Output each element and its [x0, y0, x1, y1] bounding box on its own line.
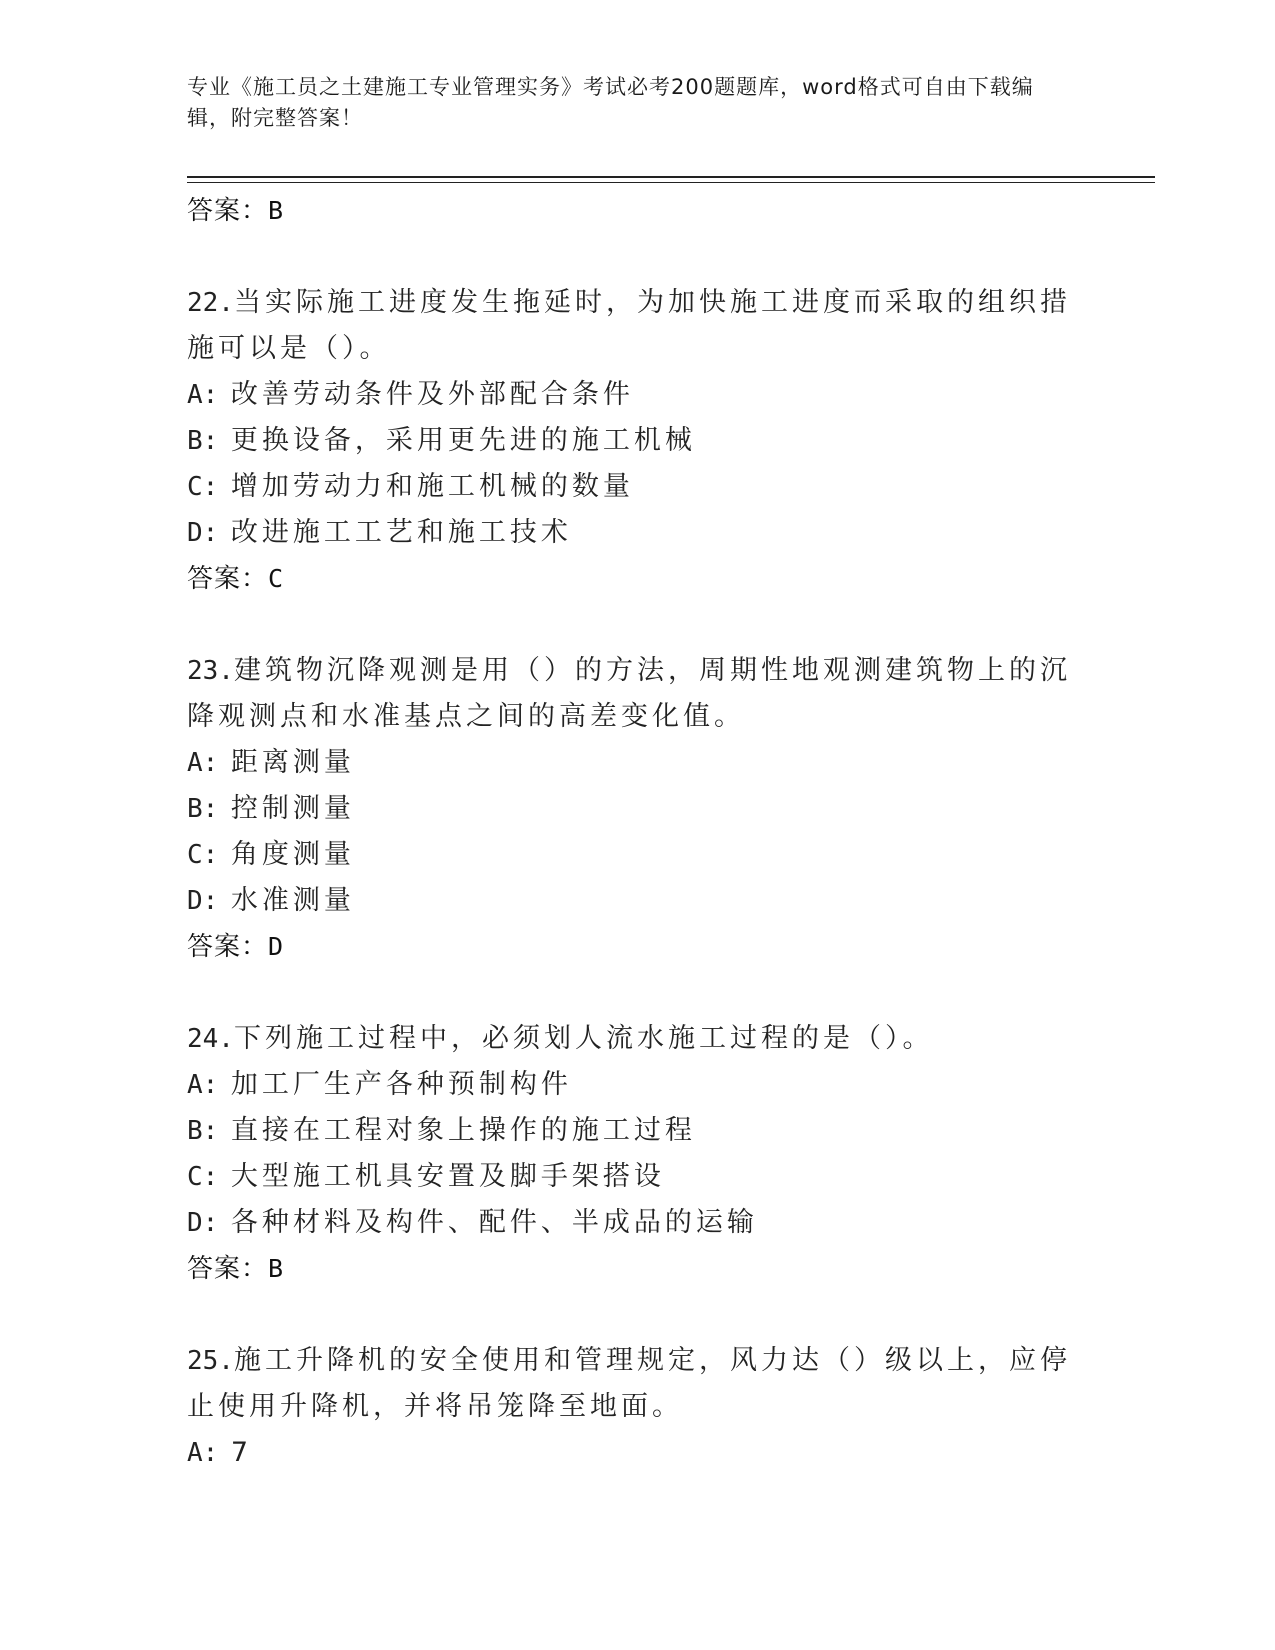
header-divider-thin [187, 182, 1155, 183]
option-a [187, 1062, 1087, 1108]
option-text: 增加劳动力和施工机械的数量 [230, 471, 634, 502]
answer-value: C [268, 564, 285, 593]
document-header: 专业《施工员之土建施工专业管理实务》考试必考200题题库，word格式可自由下载编辑，附完整答案！ [187, 75, 1034, 130]
option-letter: A: [187, 380, 219, 410]
spacer [187, 1292, 1087, 1338]
option-text: 距离测量 [230, 747, 355, 778]
answer-value: D [268, 932, 285, 961]
option-letter: D: [187, 886, 219, 916]
option-text: 改善劳动条件及外部配合条件 [230, 379, 634, 410]
option-text: 7 [230, 1437, 253, 1468]
option-a [187, 740, 1087, 786]
question-number: 23. [187, 656, 234, 686]
question-number: 24. [187, 1024, 234, 1054]
option-letter: A: [187, 748, 219, 778]
option-text: 直接在工程对象上操作的施工过程 [230, 1115, 696, 1146]
question-number: 22. [187, 288, 234, 318]
option-text: 控制测量 [230, 793, 355, 824]
option-text: 改进施工工艺和施工技术 [230, 517, 572, 548]
option-b [187, 786, 1087, 832]
option-c [187, 1154, 1087, 1200]
question-24 [187, 1016, 1087, 1062]
option-text: 角度测量 [230, 839, 355, 870]
question-text: 建筑物沉降观测是用（）的方法，周期性地观测建筑物上的沉降观测点和水准基点之间的高差变化值。 [187, 655, 1071, 732]
option-letter: A: [187, 1438, 219, 1468]
document-body [187, 188, 1087, 1476]
option-b [187, 1108, 1087, 1154]
option-letter: C: [187, 472, 219, 502]
option-text: 更换设备，采用更先进的施工机械 [230, 425, 696, 456]
question-25 [187, 1338, 1087, 1430]
question-text: 当实际施工进度发生拖延时，为加快施工进度而采取的组织措施可以是（）。 [187, 287, 1071, 364]
answer-value: B [268, 1254, 285, 1283]
header-divider-thick [187, 176, 1155, 178]
answer-line [187, 556, 1087, 602]
answer-label: 答案： [187, 1254, 269, 1284]
spacer [187, 970, 1087, 1016]
question-text: 下列施工过程中，必须划人流水施工过程的是（）。 [233, 1023, 934, 1054]
option-letter: B: [187, 794, 219, 824]
answer-line [187, 1246, 1087, 1292]
option-letter: D: [187, 518, 219, 548]
option-d [187, 878, 1087, 924]
option-letter: B: [187, 1116, 219, 1146]
answer-line [187, 924, 1087, 970]
option-a [187, 1430, 1087, 1476]
answer-label: 答案： [187, 196, 269, 226]
question-22 [187, 280, 1087, 372]
option-letter: C: [187, 1162, 219, 1192]
answer-line [187, 188, 1087, 234]
option-letter: C: [187, 840, 219, 870]
option-text: 各种材料及构件、配件、半成品的运输 [230, 1207, 758, 1238]
option-c [187, 464, 1087, 510]
option-text: 水准测量 [230, 885, 355, 916]
option-letter: D: [187, 1208, 219, 1238]
option-a [187, 372, 1087, 418]
answer-value: B [268, 196, 285, 225]
option-letter: B: [187, 426, 219, 456]
question-text: 施工升降机的安全使用和管理规定，风力达（）级以上，应停止使用升降机，并将吊笼降至地面。 [187, 1345, 1071, 1422]
option-letter: A: [187, 1070, 219, 1100]
question-number: 25. [187, 1346, 234, 1376]
option-b [187, 418, 1087, 464]
question-23 [187, 648, 1087, 740]
option-text: 加工厂生产各种预制构件 [230, 1069, 572, 1100]
spacer [187, 602, 1087, 648]
answer-label: 答案： [187, 932, 269, 962]
option-text: 大型施工机具安置及脚手架搭设 [230, 1161, 665, 1192]
answer-label: 答案： [187, 564, 269, 594]
option-d [187, 510, 1087, 556]
spacer [187, 234, 1087, 280]
option-c [187, 832, 1087, 878]
option-d [187, 1200, 1087, 1246]
